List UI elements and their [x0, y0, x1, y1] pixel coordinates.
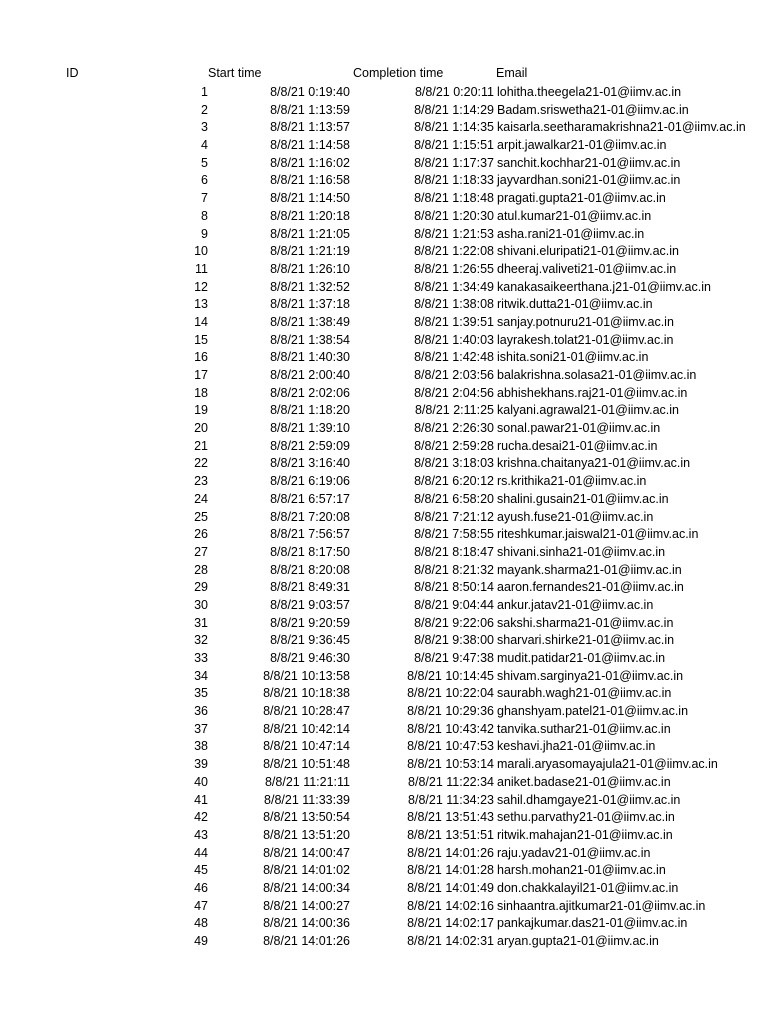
table-row	[0, 208, 768, 226]
completion-time-cell: 8/8/21 9:04:44	[414, 597, 494, 612]
table-row	[0, 809, 768, 827]
completion-time-cell: 8/8/21 10:53:14	[407, 757, 494, 772]
table-row	[0, 756, 768, 774]
completion-time-cell: 8/8/21 10:43:42	[407, 721, 494, 736]
start-time-cell: 8/8/21 1:38:54	[270, 332, 350, 347]
row-id-cell: 49	[194, 934, 208, 948]
completion-time-cell: 8/8/21 9:47:38	[414, 651, 494, 665]
row-id-cell: 45	[194, 863, 208, 878]
completion-time-cell: 8/8/21 14:02:17	[407, 916, 494, 931]
row-id-cell: 2	[201, 102, 208, 117]
table-row	[0, 526, 768, 544]
table-row	[0, 261, 768, 279]
table-row	[0, 721, 768, 739]
email-cell: mayank.sharma21-01@iimv.ac.in	[497, 562, 682, 577]
completion-time-cell: 8/8/21 1:20:30	[414, 208, 494, 223]
start-time-cell: 8/8/21 13:51:20	[263, 827, 350, 842]
start-time-cell: 8/8/21 7:56:57	[270, 527, 350, 542]
row-id-cell: 15	[194, 332, 208, 347]
row-id-cell: 34	[194, 668, 208, 683]
table-row	[0, 102, 768, 120]
completion-time-cell: 8/8/21 6:20:12	[414, 474, 494, 489]
table-row	[0, 438, 768, 456]
start-time-cell: 8/8/21 9:36:45	[270, 633, 350, 648]
email-cell: balakrishna.solasa21-01@iimv.ac.in	[497, 368, 697, 382]
row-id-cell: 8	[201, 208, 208, 223]
email-cell: pragati.gupta21-01@iimv.ac.in	[497, 191, 666, 206]
row-id-cell: 10	[194, 244, 208, 259]
start-time-cell: 8/8/21 0:19:40	[270, 85, 350, 99]
completion-time-cell: 8/8/21 10:22:04	[407, 686, 494, 701]
start-time-cell: 8/8/21 10:13:58	[263, 668, 350, 683]
start-time-cell: 8/8/21 10:42:14	[263, 721, 350, 736]
completion-time-cell: 8/8/21 13:51:43	[407, 810, 494, 825]
completion-time-cell: 8/8/21 14:02:31	[407, 934, 494, 948]
row-id-cell: 32	[194, 633, 208, 648]
completion-time-cell: 8/8/21 2:03:56	[414, 368, 494, 382]
row-id-cell: 18	[194, 385, 208, 400]
email-cell: shalini.gusain21-01@iimv.ac.in	[497, 491, 669, 506]
email-cell: raju.yadav21-01@iimv.ac.in	[497, 845, 651, 860]
completion-time-cell: 8/8/21 13:51:51	[407, 827, 494, 842]
completion-time-cell: 8/8/21 2:04:56	[414, 385, 494, 400]
row-id-cell: 38	[194, 739, 208, 754]
table-row	[0, 314, 768, 332]
email-cell: marali.aryasomayajula21-01@iimv.ac.in	[497, 757, 718, 772]
completion-time-cell: 8/8/21 1:15:51	[414, 138, 494, 153]
start-time-cell: 8/8/21 1:18:20	[270, 403, 350, 418]
completion-time-cell: 8/8/21 3:18:03	[414, 456, 494, 471]
completion-time-cell: 8/8/21 14:01:28	[407, 863, 494, 878]
email-cell: dheeraj.valiveti21-01@iimv.ac.in	[497, 261, 677, 276]
table-row	[0, 827, 768, 845]
start-time-cell: 8/8/21 1:20:18	[270, 208, 350, 223]
row-id-cell: 35	[194, 686, 208, 701]
completion-time-cell: 8/8/21 2:11:25	[414, 403, 494, 418]
start-time-cell: 8/8/21 1:16:58	[270, 173, 350, 188]
email-cell: rs.krithika21-01@iimv.ac.in	[497, 474, 647, 489]
row-id-cell: 19	[194, 403, 208, 418]
start-time-cell: 8/8/21 1:32:52	[270, 279, 350, 294]
email-cell: shivam.sarginya21-01@iimv.ac.in	[497, 668, 684, 683]
completion-time-cell: 8/8/21 1:34:49	[414, 279, 494, 294]
table-row	[0, 332, 768, 350]
completion-time-cell: 8/8/21 1:22:08	[414, 244, 494, 259]
email-cell: sanjay.potnuru21-01@iimv.ac.in	[497, 314, 674, 329]
email-cell: harsh.mohan21-01@iimv.ac.in	[497, 863, 666, 878]
table-row	[0, 349, 768, 367]
email-cell: aaron.fernandes21-01@iimv.ac.in	[497, 580, 684, 595]
row-id-cell: 4	[201, 138, 208, 153]
email-cell: mudit.patidar21-01@iimv.ac.in	[497, 651, 666, 665]
row-id-cell: 47	[194, 898, 208, 913]
column-header-id: ID	[66, 66, 79, 80]
completion-time-cell: 8/8/21 2:26:30	[414, 421, 494, 436]
table-row	[0, 367, 768, 385]
start-time-cell: 8/8/21 1:39:10	[270, 421, 350, 436]
completion-time-cell: 8/8/21 10:14:45	[407, 668, 494, 683]
email-cell: kanakasaikeerthana.j21-01@iimv.ac.in	[497, 279, 711, 294]
table-row	[0, 650, 768, 668]
completion-time-cell: 8/8/21 1:26:55	[414, 261, 494, 276]
row-id-cell: 39	[194, 757, 208, 772]
row-id-cell: 21	[194, 438, 208, 453]
start-time-cell: 8/8/21 10:18:38	[263, 686, 350, 701]
row-id-cell: 46	[194, 880, 208, 895]
completion-time-cell: 8/8/21 1:14:29	[414, 102, 494, 117]
row-id-cell: 3	[201, 120, 208, 135]
row-id-cell: 37	[194, 721, 208, 736]
start-time-cell: 8/8/21 9:20:59	[270, 615, 350, 630]
completion-time-cell: 8/8/21 1:39:51	[414, 314, 494, 329]
start-time-cell: 8/8/21 2:00:40	[270, 368, 350, 382]
row-id-cell: 11	[195, 261, 208, 276]
row-id-cell: 24	[194, 491, 208, 506]
start-time-cell: 8/8/21 14:00:36	[263, 916, 350, 931]
row-id-cell: 28	[194, 562, 208, 577]
row-id-cell: 7	[201, 191, 208, 206]
table-row	[0, 933, 768, 951]
completion-time-cell: 8/8/21 1:38:08	[414, 297, 494, 312]
completion-time-cell: 8/8/21 10:47:53	[407, 739, 494, 754]
email-cell: rucha.desai21-01@iimv.ac.in	[497, 438, 658, 453]
completion-time-cell: 8/8/21 0:20:11	[414, 85, 494, 99]
start-time-cell: 8/8/21 14:00:34	[263, 880, 350, 895]
table-row	[0, 597, 768, 615]
email-cell: riteshkumar.jaiswal21-01@iimv.ac.in	[497, 527, 699, 542]
start-time-cell: 8/8/21 14:00:47	[263, 845, 350, 860]
table-row	[0, 420, 768, 438]
start-time-cell: 8/8/21 1:13:59	[270, 102, 350, 117]
table-row	[0, 509, 768, 527]
table-row	[0, 615, 768, 633]
email-cell: ritwik.dutta21-01@iimv.ac.in	[497, 297, 653, 312]
table-row	[0, 385, 768, 403]
start-time-cell: 8/8/21 6:57:17	[270, 491, 350, 506]
start-time-cell: 8/8/21 9:03:57	[270, 597, 350, 612]
completion-time-cell: 8/8/21 2:59:28	[414, 438, 494, 453]
table-row	[0, 279, 768, 297]
email-cell: kalyani.agrawal21-01@iimv.ac.in	[497, 403, 679, 418]
email-cell: shivani.sinha21-01@iimv.ac.in	[497, 544, 666, 559]
start-time-cell: 8/8/21 1:13:57	[270, 120, 350, 135]
email-cell: ishita.soni21-01@iimv.ac.in	[497, 350, 649, 365]
row-id-cell: 14	[194, 314, 208, 329]
data-rows	[0, 84, 768, 951]
email-cell: shivani.eluripati21-01@iimv.ac.in	[497, 244, 679, 259]
row-id-cell: 36	[194, 704, 208, 719]
email-cell: Badam.sriswetha21-01@iimv.ac.in	[497, 102, 689, 117]
table-row	[0, 668, 768, 686]
table-row	[0, 455, 768, 473]
row-id-cell: 5	[201, 155, 208, 170]
start-time-cell: 8/8/21 1:21:19	[270, 244, 350, 259]
table-row	[0, 862, 768, 880]
row-id-cell: 40	[194, 774, 208, 789]
start-time-cell: 8/8/21 14:01:26	[263, 934, 350, 948]
start-time-cell: 8/8/21 14:01:02	[263, 863, 350, 878]
completion-time-cell: 8/8/21 9:22:06	[414, 615, 494, 630]
completion-time-cell: 8/8/21 10:29:36	[407, 704, 494, 719]
start-time-cell: 8/8/21 1:14:58	[270, 138, 350, 153]
row-id-cell: 27	[194, 544, 208, 559]
table-row	[0, 190, 768, 208]
start-time-cell: 8/8/21 1:14:50	[270, 191, 350, 206]
email-cell: tanvika.suthar21-01@iimv.ac.in	[497, 721, 671, 736]
row-id-cell: 31	[194, 615, 208, 630]
table-row	[0, 296, 768, 314]
row-id-cell: 43	[194, 827, 208, 842]
email-cell: arpit.jawalkar21-01@iimv.ac.in	[497, 138, 667, 153]
start-time-cell: 8/8/21 11:33:39	[264, 792, 350, 807]
table-row	[0, 738, 768, 756]
start-time-cell: 8/8/21 7:20:08	[270, 509, 350, 524]
completion-time-cell: 8/8/21 8:18:47	[414, 544, 494, 559]
start-time-cell: 8/8/21 2:02:06	[270, 385, 350, 400]
completion-time-cell: 8/8/21 7:21:12	[414, 509, 494, 524]
email-cell: krishna.chaitanya21-01@iimv.ac.in	[497, 456, 691, 471]
completion-time-cell: 8/8/21 8:21:32	[414, 562, 494, 577]
row-id-cell: 9	[201, 226, 208, 241]
email-cell: jayvardhan.soni21-01@iimv.ac.in	[497, 173, 681, 188]
table-row	[0, 172, 768, 190]
start-time-cell: 8/8/21 6:19:06	[270, 474, 350, 489]
email-cell: lohitha.theegela21-01@iimv.ac.in	[497, 85, 682, 99]
completion-time-cell: 8/8/21 11:22:34	[408, 774, 494, 789]
table-row	[0, 243, 768, 261]
row-id-cell: 41	[194, 792, 208, 807]
row-id-cell: 16	[194, 350, 208, 365]
email-cell: abhishekhans.raj21-01@iimv.ac.in	[497, 385, 688, 400]
email-cell: asha.rani21-01@iimv.ac.in	[497, 226, 645, 241]
table-row	[0, 473, 768, 491]
email-cell: sharvari.shirke21-01@iimv.ac.in	[497, 633, 675, 648]
email-cell: aniket.badase21-01@iimv.ac.in	[497, 774, 671, 789]
table-row	[0, 685, 768, 703]
start-time-cell: 8/8/21 10:47:14	[263, 739, 350, 754]
start-time-cell: 8/8/21 8:20:08	[270, 562, 350, 577]
table-row	[0, 880, 768, 898]
row-id-cell: 23	[194, 474, 208, 489]
start-time-cell: 8/8/21 1:26:10	[270, 261, 350, 276]
email-cell: sinhaantra.ajitkumar21-01@iimv.ac.in	[497, 898, 706, 913]
row-id-cell: 12	[194, 279, 208, 294]
email-cell: ghanshyam.patel21-01@iimv.ac.in	[497, 704, 689, 719]
email-cell: sonal.pawar21-01@iimv.ac.in	[497, 421, 661, 436]
start-time-cell: 8/8/21 8:49:31	[270, 580, 350, 595]
row-id-cell: 44	[194, 845, 208, 860]
table-row	[0, 774, 768, 792]
row-id-cell: 30	[194, 597, 208, 612]
completion-time-cell: 8/8/21 1:18:33	[414, 173, 494, 188]
completion-time-cell: 8/8/21 1:14:35	[414, 120, 494, 135]
row-id-cell: 6	[201, 173, 208, 188]
start-time-cell: 8/8/21 10:51:48	[263, 757, 350, 772]
table-row	[0, 84, 768, 102]
table-row	[0, 491, 768, 509]
email-cell: kaisarla.seetharamakrishna21-01@iimv.ac.in	[497, 120, 746, 135]
email-cell: atul.kumar21-01@iimv.ac.in	[497, 208, 652, 223]
start-time-cell: 8/8/21 14:00:27	[263, 898, 350, 913]
row-id-cell: 20	[194, 421, 208, 436]
email-cell: pankajkumar.das21-01@iimv.ac.in	[497, 916, 688, 931]
completion-time-cell: 8/8/21 1:18:48	[414, 191, 494, 206]
start-time-cell: 8/8/21 1:37:18	[270, 297, 350, 312]
row-id-cell: 48	[194, 916, 208, 931]
completion-time-cell: 8/8/21 14:02:16	[407, 898, 494, 913]
row-id-cell: 25	[194, 509, 208, 524]
completion-time-cell: 8/8/21 9:38:00	[414, 633, 494, 648]
completion-time-cell: 8/8/21 1:42:48	[414, 350, 494, 365]
row-id-cell: 26	[194, 527, 208, 542]
email-cell: keshavi.jha21-01@iimv.ac.in	[497, 739, 656, 754]
table-row	[0, 632, 768, 650]
table-row	[0, 544, 768, 562]
email-cell: sakshi.sharma21-01@iimv.ac.in	[497, 615, 674, 630]
start-time-cell: 8/8/21 1:38:49	[270, 314, 350, 329]
email-cell: sethu.parvathy21-01@iimv.ac.in	[497, 810, 675, 825]
start-time-cell: 8/8/21 8:17:50	[270, 544, 350, 559]
start-time-cell: 8/8/21 10:28:47	[263, 704, 350, 719]
email-cell: sahil.dhamgaye21-01@iimv.ac.in	[497, 792, 681, 807]
table-row	[0, 155, 768, 173]
table-row	[0, 898, 768, 916]
start-time-cell: 8/8/21 2:59:09	[270, 438, 350, 453]
email-cell: ankur.jatav21-01@iimv.ac.in	[497, 597, 654, 612]
start-time-cell: 8/8/21 11:21:11	[264, 774, 350, 789]
completion-time-cell: 8/8/21 8:50:14	[414, 580, 494, 595]
completion-time-cell: 8/8/21 14:01:49	[407, 880, 494, 895]
row-id-cell: 33	[194, 651, 208, 665]
start-time-cell: 8/8/21 1:40:30	[270, 350, 350, 365]
email-cell: layrakesh.tolat21-01@iimv.ac.in	[497, 332, 674, 347]
email-cell: ayush.fuse21-01@iimv.ac.in	[497, 509, 654, 524]
table-row	[0, 226, 768, 244]
email-cell: don.chakkalayil21-01@iimv.ac.in	[497, 880, 679, 895]
completion-time-cell: 8/8/21 7:58:55	[414, 527, 494, 542]
column-header-start-time: Start time	[208, 66, 262, 80]
row-id-cell: 29	[194, 580, 208, 595]
email-cell: ritwik.mahajan21-01@iimv.ac.in	[497, 827, 673, 842]
start-time-cell: 8/8/21 13:50:54	[263, 810, 350, 825]
table-row	[0, 562, 768, 580]
table-row	[0, 137, 768, 155]
completion-time-cell: 8/8/21 14:01:26	[407, 845, 494, 860]
email-cell: sanchit.kochhar21-01@iimv.ac.in	[497, 155, 681, 170]
start-time-cell: 8/8/21 1:16:02	[270, 155, 350, 170]
table-row	[0, 579, 768, 597]
row-id-cell: 17	[194, 368, 208, 382]
table-row	[0, 119, 768, 137]
table-row	[0, 792, 768, 810]
completion-time-cell: 8/8/21 1:40:03	[414, 332, 494, 347]
completion-time-cell: 8/8/21 6:58:20	[414, 491, 494, 506]
email-cell: saurabh.wagh21-01@iimv.ac.in	[497, 686, 672, 701]
completion-time-cell: 8/8/21 1:17:37	[414, 155, 494, 170]
table-row	[0, 703, 768, 721]
column-header-completion-time: Completion time	[353, 66, 444, 80]
table-row	[0, 845, 768, 863]
row-id-cell: 22	[194, 456, 208, 471]
email-cell: aryan.gupta21-01@iimv.ac.in	[497, 934, 659, 948]
completion-time-cell: 8/8/21 11:34:23	[408, 792, 494, 807]
table-row	[0, 402, 768, 420]
start-time-cell: 8/8/21 1:21:05	[270, 226, 350, 241]
completion-time-cell: 8/8/21 1:21:53	[414, 226, 494, 241]
table-row	[0, 915, 768, 933]
column-header-email: Email	[496, 66, 528, 80]
row-id-cell: 13	[194, 297, 208, 312]
start-time-cell: 8/8/21 3:16:40	[270, 456, 350, 471]
row-id-cell: 1	[201, 85, 208, 99]
start-time-cell: 8/8/21 9:46:30	[270, 651, 350, 665]
row-id-cell: 42	[194, 810, 208, 825]
